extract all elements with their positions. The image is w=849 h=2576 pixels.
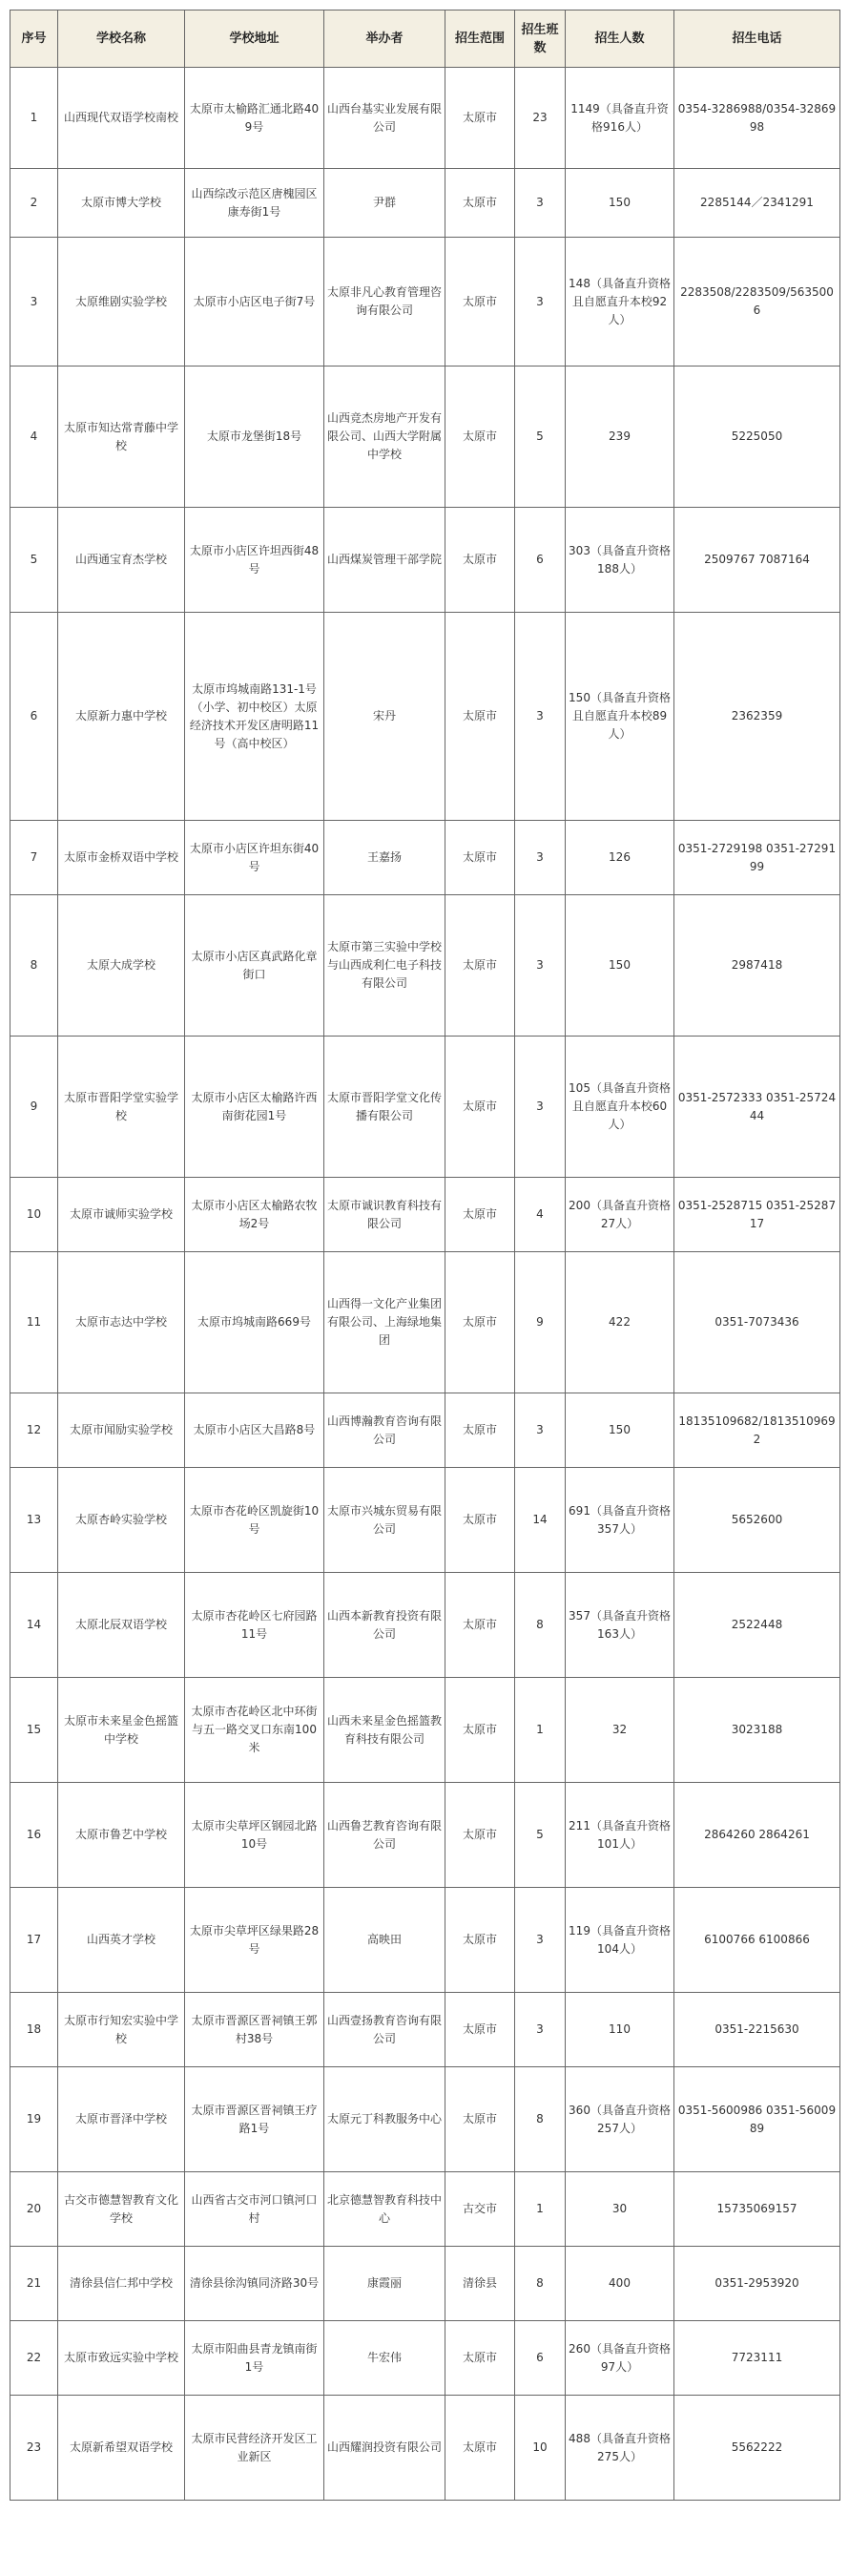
class-count-cell: 3 [515, 895, 566, 1037]
phone-cell: 0354-3286988/0354-3286998 [674, 68, 840, 169]
school-address-cell: 太原市龙堡街18号 [185, 367, 324, 508]
school-name-cell: 太原市知达常青藤中学校 [58, 367, 185, 508]
phone-cell: 3023188 [674, 1678, 840, 1783]
school-name-cell: 太原杏岭实验学校 [58, 1468, 185, 1573]
row-number-cell: 19 [10, 2067, 58, 2172]
enrollment-scope-cell: 太原市 [445, 1468, 515, 1573]
phone-cell: 7723111 [674, 2321, 840, 2396]
school-name-cell: 太原市晋泽中学校 [58, 2067, 185, 2172]
row-number-cell: 12 [10, 1393, 58, 1468]
school-name-cell: 清徐县信仁邦中学校 [58, 2247, 185, 2321]
table-body [10, 68, 840, 2501]
row-number-cell: 10 [10, 1178, 58, 1252]
school-address-cell: 太原市晋源区晋祠镇王疗路1号 [185, 2067, 324, 2172]
school-name-cell: 山西现代双语学校南校 [58, 68, 185, 169]
school-name-cell: 太原市金桥双语中学校 [58, 821, 185, 895]
enrollment-count-cell: 148（具备直升资格且自愿直升本校92人） [566, 238, 674, 367]
school-address-cell: 山西省古交市河口镇河口村 [185, 2172, 324, 2247]
row-number-cell: 2 [10, 169, 58, 238]
sponsor-cell: 尹群 [324, 169, 445, 238]
enrollment-scope-cell: 太原市 [445, 169, 515, 238]
school-name-cell: 太原市博大学校 [58, 169, 185, 238]
table-row [10, 1993, 840, 2067]
class-count-cell: 6 [515, 508, 566, 613]
class-count-cell: 14 [515, 1468, 566, 1573]
enrollment-scope-cell: 太原市 [445, 1678, 515, 1783]
school-name-cell: 太原市未来星金色摇篮中学校 [58, 1678, 185, 1783]
table-row [10, 2321, 840, 2396]
phone-cell: 0351-2953920 [674, 2247, 840, 2321]
school-name-cell: 太原新力惠中学校 [58, 613, 185, 821]
enrollment-count-cell: 303（具备直升资格188人） [566, 508, 674, 613]
table-row [10, 2067, 840, 2172]
sponsor-cell: 太原市第三实验中学校与山西成利仁电子科技有限公司 [324, 895, 445, 1037]
table-row [10, 821, 840, 895]
enrollment-scope-cell: 太原市 [445, 1573, 515, 1678]
row-number-cell: 13 [10, 1468, 58, 1573]
phone-cell: 0351-7073436 [674, 1252, 840, 1393]
enrollment-count-cell: 691（具备直升资格357人） [566, 1468, 674, 1573]
row-number-cell: 4 [10, 367, 58, 508]
enrollment-count-cell: 357（具备直升资格163人） [566, 1573, 674, 1678]
school-address-cell: 太原市尖草坪区钢园北路10号 [185, 1783, 324, 1888]
row-number-cell: 3 [10, 238, 58, 367]
header-sponsor: 举办者 [324, 10, 445, 68]
class-count-cell: 8 [515, 2067, 566, 2172]
enrollment-count-cell: 126 [566, 821, 674, 895]
class-count-cell: 10 [515, 2396, 566, 2501]
table-row [10, 2247, 840, 2321]
sponsor-cell: 山西博瀚教育咨询有限公司 [324, 1393, 445, 1468]
row-number-cell: 15 [10, 1678, 58, 1783]
enrollment-count-cell: 400 [566, 2247, 674, 2321]
enrollment-count-cell: 488（具备直升资格275人） [566, 2396, 674, 2501]
enrollment-count-cell: 260（具备直升资格97人） [566, 2321, 674, 2396]
row-number-cell: 7 [10, 821, 58, 895]
sponsor-cell: 山西未来星金色摇篮教育科技有限公司 [324, 1678, 445, 1783]
table-row [10, 1573, 840, 1678]
school-address-cell: 太原市坞城南路669号 [185, 1252, 324, 1393]
table-row [10, 895, 840, 1037]
phone-cell: 2285144／2341291 [674, 169, 840, 238]
school-name-cell: 太原市晋阳学堂实验学校 [58, 1037, 185, 1178]
table-row [10, 1783, 840, 1888]
school-address-cell: 山西综改示范区唐槐园区康寿街1号 [185, 169, 324, 238]
class-count-cell: 3 [515, 1888, 566, 1993]
enrollment-scope-cell: 清徐县 [445, 2247, 515, 2321]
phone-cell: 15735069157 [674, 2172, 840, 2247]
school-address-cell: 太原市杏花岭区北中环街与五一路交叉口东南100米 [185, 1678, 324, 1783]
header-no: 序号 [10, 10, 58, 68]
table-row [10, 169, 840, 238]
table-row [10, 1468, 840, 1573]
school-address-cell: 太原市太榆路汇通北路409号 [185, 68, 324, 169]
table-row [10, 238, 840, 367]
enrollment-scope-cell: 太原市 [445, 1252, 515, 1393]
sponsor-cell: 山西耀润投资有限公司 [324, 2396, 445, 2501]
sponsor-cell: 宋丹 [324, 613, 445, 821]
sponsor-cell: 山西壹扬教育咨询有限公司 [324, 1993, 445, 2067]
sponsor-cell: 北京德慧智教育科技中心 [324, 2172, 445, 2247]
table-row [10, 1037, 840, 1178]
phone-cell: 18135109682/18135109692 [674, 1393, 840, 1468]
phone-cell: 2283508/2283509/5635006 [674, 238, 840, 367]
school-name-cell: 太原维剧实验学校 [58, 238, 185, 367]
enrollment-scope-cell: 太原市 [445, 1393, 515, 1468]
enrollment-scope-cell: 太原市 [445, 68, 515, 169]
header-row [10, 10, 840, 68]
school-name-cell: 太原市致远实验中学校 [58, 2321, 185, 2396]
enrollment-scope-cell: 太原市 [445, 238, 515, 367]
table-row [10, 1178, 840, 1252]
table-row [10, 508, 840, 613]
phone-cell: 2509767 7087164 [674, 508, 840, 613]
sponsor-cell: 山西鲁艺教育咨询有限公司 [324, 1783, 445, 1888]
school-address-cell: 太原市小店区电子街7号 [185, 238, 324, 367]
class-count-cell: 9 [515, 1252, 566, 1393]
enrollment-count-cell: 150 [566, 895, 674, 1037]
class-count-cell: 8 [515, 2247, 566, 2321]
phone-cell: 5652600 [674, 1468, 840, 1573]
phone-cell: 0351-5600986 0351-5600989 [674, 2067, 840, 2172]
phone-cell: 5562222 [674, 2396, 840, 2501]
class-count-cell: 6 [515, 2321, 566, 2396]
enrollment-scope-cell: 太原市 [445, 821, 515, 895]
school-name-cell: 山西英才学校 [58, 1888, 185, 1993]
enrollment-scope-cell: 太原市 [445, 1888, 515, 1993]
table-row [10, 613, 840, 821]
row-number-cell: 23 [10, 2396, 58, 2501]
school-address-cell: 清徐县徐沟镇同济路30号 [185, 2247, 324, 2321]
table-row [10, 1678, 840, 1783]
class-count-cell: 3 [515, 1993, 566, 2067]
enrollment-count-cell: 1149（具备直升资格916人） [566, 68, 674, 169]
school-address-cell: 太原市小店区太榆路农牧场2号 [185, 1178, 324, 1252]
enrollment-scope-cell: 太原市 [445, 1783, 515, 1888]
phone-cell: 0351-2572333 0351-2572444 [674, 1037, 840, 1178]
sponsor-cell: 太原元丁科教服务中心 [324, 2067, 445, 2172]
school-address-cell: 太原市小店区大昌路8号 [185, 1393, 324, 1468]
class-count-cell: 3 [515, 821, 566, 895]
class-count-cell: 3 [515, 169, 566, 238]
enrollment-count-cell: 422 [566, 1252, 674, 1393]
enrollment-count-cell: 150 [566, 169, 674, 238]
phone-cell: 2362359 [674, 613, 840, 821]
enrollment-count-cell: 30 [566, 2172, 674, 2247]
enrollment-scope-cell: 太原市 [445, 2396, 515, 2501]
school-name-cell: 太原市鲁艺中学校 [58, 1783, 185, 1888]
row-number-cell: 5 [10, 508, 58, 613]
enrollment-count-cell: 239 [566, 367, 674, 508]
table-row [10, 1252, 840, 1393]
header-classes: 招生班数 [515, 10, 566, 68]
header-school-name: 学校名称 [58, 10, 185, 68]
header-school-address: 学校地址 [185, 10, 324, 68]
enrollment-scope-cell: 太原市 [445, 2067, 515, 2172]
row-number-cell: 17 [10, 1888, 58, 1993]
sponsor-cell: 太原市诚识教育科技有限公司 [324, 1178, 445, 1252]
sponsor-cell: 山西得一文化产业集团有限公司、上海绿地集团 [324, 1252, 445, 1393]
class-count-cell: 3 [515, 238, 566, 367]
class-count-cell: 3 [515, 1037, 566, 1178]
school-address-cell: 太原市民营经济开发区工业新区 [185, 2396, 324, 2501]
enrollment-count-cell: 32 [566, 1678, 674, 1783]
table-row [10, 1393, 840, 1468]
enrollment-scope-cell: 太原市 [445, 613, 515, 821]
phone-cell: 6100766 6100866 [674, 1888, 840, 1993]
phone-cell: 0351-2528715 0351-2528717 [674, 1178, 840, 1252]
phone-cell: 5225050 [674, 367, 840, 508]
sponsor-cell: 山西竞杰房地产开发有限公司、山西大学附属中学校 [324, 367, 445, 508]
school-address-cell: 太原市小店区真武路化章街口 [185, 895, 324, 1037]
sponsor-cell: 太原市晋阳学堂文化传播有限公司 [324, 1037, 445, 1178]
enrollment-scope-cell: 太原市 [445, 895, 515, 1037]
table-row [10, 367, 840, 508]
enrollment-count-cell: 119（具备直升资格104人） [566, 1888, 674, 1993]
class-count-cell: 5 [515, 367, 566, 508]
school-name-cell: 太原市闻励实验学校 [58, 1393, 185, 1468]
row-number-cell: 22 [10, 2321, 58, 2396]
class-count-cell: 3 [515, 613, 566, 821]
row-number-cell: 6 [10, 613, 58, 821]
sponsor-cell: 山西台基实业发展有限公司 [324, 68, 445, 169]
enrollment-count-cell: 150 [566, 1393, 674, 1468]
class-count-cell: 8 [515, 1573, 566, 1678]
sponsor-cell: 太原市兴城东贸易有限公司 [324, 1468, 445, 1573]
header-count: 招生人数 [566, 10, 674, 68]
school-name-cell: 太原市诚师实验学校 [58, 1178, 185, 1252]
enrollment-table [10, 10, 840, 2501]
school-address-cell: 太原市尖草坪区绿果路28号 [185, 1888, 324, 1993]
school-name-cell: 太原市志达中学校 [58, 1252, 185, 1393]
table-row [10, 1888, 840, 1993]
enrollment-count-cell: 360（具备直升资格257人） [566, 2067, 674, 2172]
header-phone: 招生电话 [674, 10, 840, 68]
sponsor-cell: 太原非凡心教育管理咨询有限公司 [324, 238, 445, 367]
class-count-cell: 1 [515, 2172, 566, 2247]
school-name-cell: 太原新希望双语学校 [58, 2396, 185, 2501]
school-address-cell: 太原市阳曲县青龙镇南街1号 [185, 2321, 324, 2396]
enrollment-count-cell: 150（具备直升资格且自愿直升本校89人） [566, 613, 674, 821]
sponsor-cell: 康霞丽 [324, 2247, 445, 2321]
table-row [10, 68, 840, 169]
enrollment-count-cell: 110 [566, 1993, 674, 2067]
sponsor-cell: 山西煤炭管理干部学院 [324, 508, 445, 613]
enrollment-scope-cell: 太原市 [445, 1993, 515, 2067]
header-scope: 招生范围 [445, 10, 515, 68]
enrollment-scope-cell: 古交市 [445, 2172, 515, 2247]
enrollment-count-cell: 105（具备直升资格且自愿直升本校60人） [566, 1037, 674, 1178]
table-row [10, 2396, 840, 2501]
row-number-cell: 11 [10, 1252, 58, 1393]
school-address-cell: 太原市杏花岭区凯旋街10号 [185, 1468, 324, 1573]
school-name-cell: 太原市行知宏实验中学校 [58, 1993, 185, 2067]
sponsor-cell: 山西本新教育投资有限公司 [324, 1573, 445, 1678]
row-number-cell: 16 [10, 1783, 58, 1888]
enrollment-scope-cell: 太原市 [445, 1037, 515, 1178]
school-address-cell: 太原市小店区许坦西街48号 [185, 508, 324, 613]
sponsor-cell: 牛宏伟 [324, 2321, 445, 2396]
school-name-cell: 太原大成学校 [58, 895, 185, 1037]
class-count-cell: 4 [515, 1178, 566, 1252]
phone-cell: 0351-2729198 0351-2729199 [674, 821, 840, 895]
school-name-cell: 古交市德慧智教育文化学校 [58, 2172, 185, 2247]
phone-cell: 2522448 [674, 1573, 840, 1678]
row-number-cell: 21 [10, 2247, 58, 2321]
class-count-cell: 23 [515, 68, 566, 169]
row-number-cell: 1 [10, 68, 58, 169]
school-address-cell: 太原市小店区太榆路许西南街花园1号 [185, 1037, 324, 1178]
enrollment-scope-cell: 太原市 [445, 367, 515, 508]
enrollment-scope-cell: 太原市 [445, 2321, 515, 2396]
row-number-cell: 14 [10, 1573, 58, 1678]
school-address-cell: 太原市杏花岭区七府园路11号 [185, 1573, 324, 1678]
enrollment-count-cell: 200（具备直升资格27人） [566, 1178, 674, 1252]
school-address-cell: 太原市小店区许坦东街40号 [185, 821, 324, 895]
sponsor-cell: 王嘉扬 [324, 821, 445, 895]
phone-cell: 2864260 2864261 [674, 1783, 840, 1888]
class-count-cell: 5 [515, 1783, 566, 1888]
phone-cell: 2987418 [674, 895, 840, 1037]
row-number-cell: 8 [10, 895, 58, 1037]
school-address-cell: 太原市晋源区晋祠镇王郭村38号 [185, 1993, 324, 2067]
school-name-cell: 山西通宝育杰学校 [58, 508, 185, 613]
school-address-cell: 太原市坞城南路131-1号（小学、初中校区）太原经济技术开发区唐明路11号（高中校区） [185, 613, 324, 821]
row-number-cell: 9 [10, 1037, 58, 1178]
row-number-cell: 18 [10, 1993, 58, 2067]
enrollment-count-cell: 211（具备直升资格101人） [566, 1783, 674, 1888]
enrollment-scope-cell: 太原市 [445, 1178, 515, 1252]
sponsor-cell: 高映田 [324, 1888, 445, 1993]
school-name-cell: 太原北辰双语学校 [58, 1573, 185, 1678]
enrollment-scope-cell: 太原市 [445, 508, 515, 613]
row-number-cell: 20 [10, 2172, 58, 2247]
table-row [10, 2172, 840, 2247]
phone-cell: 0351-2215630 [674, 1993, 840, 2067]
class-count-cell: 1 [515, 1678, 566, 1783]
class-count-cell: 3 [515, 1393, 566, 1468]
